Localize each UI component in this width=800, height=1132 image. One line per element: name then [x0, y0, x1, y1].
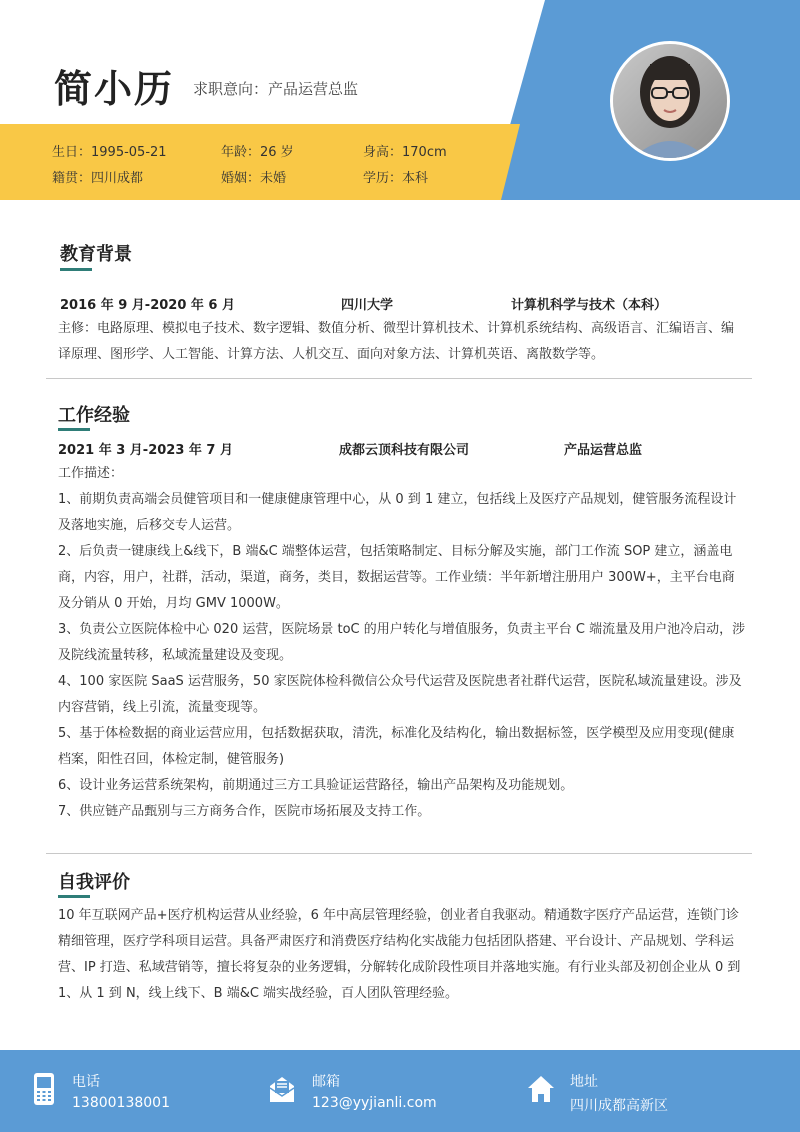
section-divider [46, 378, 752, 379]
work-company: 成都云顶科技有限公司 [339, 443, 470, 458]
work-item: 3、负责公立医院体检中心 020 运营，医院场景 toC 的用户转化与增值服务，负责主平台 C 端流量及用户池冷启动，涉及院线流量转移，私域流量建设及变现。 [58, 622, 746, 663]
work-title: 工作经验 [58, 405, 130, 426]
self-eval-title-underline [58, 895, 90, 898]
education-title: 教育背景 [60, 244, 132, 265]
work-period: 2021 年 3 月-2023 年 7 月 [58, 443, 234, 458]
education-period: 2016 年 9 月-2020 年 6 月 [60, 298, 236, 313]
section-divider [46, 853, 752, 854]
degree: 学历：本科 [363, 171, 429, 186]
education-major: 计算机科学与技术（本科） [511, 298, 668, 313]
education-school: 四川大学 [341, 298, 394, 313]
phone-value[interactable]: 13800138001 [72, 1095, 170, 1111]
work-item: 6、设计业务运营系统架构，前期通过三方工具验证运营路径，输出产品架构及功能规划。 [58, 778, 574, 793]
work-item: 7、供应链产品甄别与三方商务合作，医院市场拓展及支持工作。 [58, 804, 431, 819]
courses-text: 主修：电路原理、模拟电子技术、数字逻辑、数值分析、微型计算机技术、计算机系统结构、高级语言、汇编语言、编译原理、图形学、人工智能、计算方法、人机交互、面向对象方法、计算机英语、离散数学等。 [58, 321, 735, 362]
birth-date: 生日：1995-05-21 [52, 145, 167, 160]
education-courses [58, 316, 746, 368]
self-eval-title: 自我评价 [58, 872, 130, 893]
work-item: 4、100 家医院 SaaS 运营服务，50 家医院体检科微信公众号代运营及医院患者社群代运营，医院私域流量建设。涉及内容营销，线上引流，流量变现等。 [58, 674, 742, 715]
resume-name: 简小历 [54, 67, 175, 111]
marital-status: 婚姻：未婚 [221, 171, 287, 186]
work-desc-label: 工作描述： [58, 466, 124, 481]
home-icon [527, 1074, 555, 1104]
mail-icon [268, 1074, 296, 1104]
work-title-underline [58, 428, 90, 431]
work-item: 5、基于体检数据的商业运营应用，包括数据获取，清洗，标准化及结构化，输出数据标签，医学模型及应用变现(健康档案，阳性召回，体检定制，健管服务) [58, 726, 735, 767]
work-position: 产品运营总监 [564, 443, 643, 458]
work-description [58, 461, 746, 825]
work-item: 1、前期负责高端会员健管项目和一健康健康管理中心，从 0 到 1 建立，包括线上及医疗产品规划，健管服务流程设计及落地实施，后移交专人运营。 [58, 492, 737, 533]
phone-label: 电话 [72, 1074, 100, 1090]
age: 年龄：26 岁 [221, 145, 294, 160]
hometown: 籍贯：四川成都 [52, 171, 144, 186]
job-objective: 求职意向：产品运营总监 [193, 80, 359, 98]
profile-photo [610, 41, 730, 161]
phone-icon [33, 1072, 55, 1106]
education-title-underline [60, 268, 92, 271]
work-item: 2、后负责一键康线上&线下，B 端&C 端整体运营，包括策略制定、目标分解及实施，部门工作流 SOP 建立，涵盖电商，内容，用户，社群，活动，渠道，商务，类目，数据运营等。工作业绩：半年新增注册用户 300W+，主平台电商及分销从 0 开始，月均 GMV 1000W。 [58, 544, 735, 611]
height: 身高：170cm [363, 145, 447, 160]
self-eval-text [58, 903, 746, 1007]
address-value: 四川成都高新区 [570, 1098, 668, 1114]
personal-info-band [0, 124, 520, 200]
address-label: 地址 [570, 1074, 598, 1090]
email-label: 邮箱 [312, 1074, 340, 1090]
contact-footer [0, 1050, 800, 1132]
email-value[interactable]: 123@yyjianli.com [312, 1095, 437, 1111]
self-eval-paragraph: 10 年互联网产品+医疗机构运营从业经验，6 年中高层管理经验，创业者自我驱动。精通数字医疗产品运营，连锁门诊精细管理，医疗学科项目运营。具备严肃医疗和消费医疗结构化实战能力包括团队搭建、平台设计、产品规划、学科运营、IP 打造、私域营销等，擅长将复杂的业务逻辑，分解转化成阶段性项目并落地实施。有行业头部及初创企业从 0 到 1、从 1 到 N，线上线下、B 端&C 端实战经验，百人团队管理经验。 [58, 908, 741, 1001]
